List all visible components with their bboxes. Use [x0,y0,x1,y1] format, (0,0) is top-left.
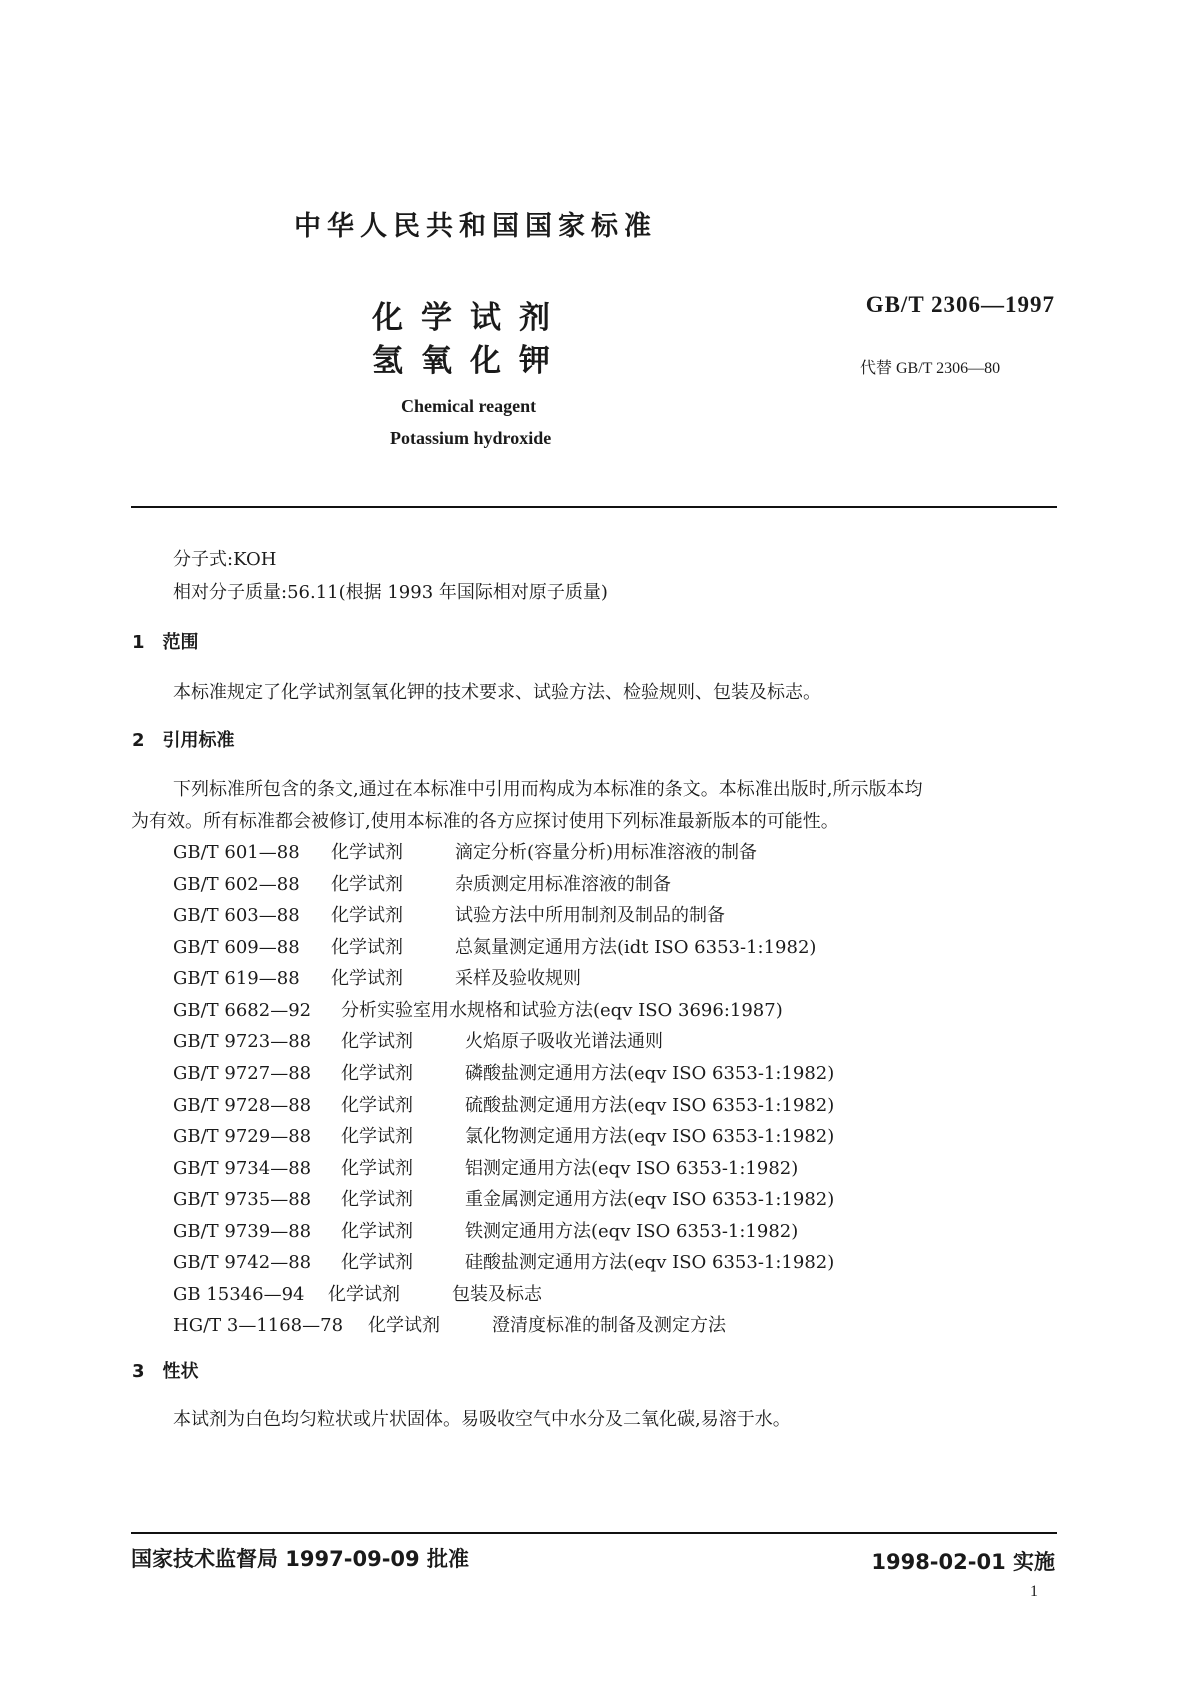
standard-number: GB/T 2306—1997 [865,292,1055,317]
reference-title: 总氮量测定通用方法(idt ISO 6353-1:1982) [455,937,817,958]
reference-code: GB/T 603—88 [173,905,300,926]
reference-code: GB/T 9734—88 [173,1158,312,1179]
header-divider [131,506,1057,508]
reference-category: 化学试剂 [341,1221,413,1242]
reference-item [173,964,581,990]
reference-item [173,838,757,864]
reference-category: 化学试剂 [341,1095,413,1116]
reference-item [173,1059,834,1085]
reference-item [173,1311,726,1337]
approval-date: 国家技术监督局 1997-09-09 批准 [131,1547,469,1571]
reference-title: 杂质测定用标准溶液的制备 [455,874,671,895]
reference-code: GB/T 9727—88 [173,1063,312,1084]
reference-code: GB/T 602—88 [173,874,300,895]
reference-code: GB 15346—94 [173,1284,305,1305]
reference-item [173,1122,834,1148]
reference-category: 分析实验室用水规格和试验方法(eqv ISO 3696:1987) [341,1000,783,1021]
reference-category: 化学试剂 [341,1126,413,1147]
section-2-text-line1: 下列标准所包含的条文,通过在本标准中引用而构成为本标准的条文。本标准出版时,所示版本均 [173,779,923,800]
section-3-heading: 3 性状 [132,1361,199,1382]
reference-category: 化学试剂 [341,1252,413,1273]
title-en-line2: Potassium hydroxide [390,428,552,448]
reference-title: 氯化物测定通用方法(eqv ISO 6353-1:1982) [465,1126,835,1147]
section-1-text: 本标准规定了化学试剂氢氧化钾的技术要求、试验方法、检验规则、包装及标志。 [173,682,821,703]
replaces-note: 代替 GB/T 2306—80 [860,360,1001,377]
reference-title: 试验方法中所用制剂及制品的制备 [455,905,725,926]
reference-category: 化学试剂 [331,874,403,895]
reference-item [173,1280,542,1306]
reference-title: 铁测定通用方法(eqv ISO 6353-1:1982) [465,1221,799,1242]
reference-category: 化学试剂 [331,842,403,863]
reference-item [173,1154,798,1180]
reference-title: 硫酸盐测定通用方法(eqv ISO 6353-1:1982) [465,1095,835,1116]
reference-title: 硅酸盐测定通用方法(eqv ISO 6353-1:1982) [465,1252,835,1273]
reference-code: GB/T 9728—88 [173,1095,312,1116]
reference-item [173,1027,663,1053]
reference-item [173,870,671,896]
reference-item [173,996,783,1022]
title-cn-line2: 氢氧化钾 [372,343,568,379]
national-standard-label: 中华人民共和国国家标准 [294,211,657,242]
reference-category: 化学试剂 [331,937,403,958]
reference-code: GB/T 619—88 [173,968,300,989]
reference-item [173,901,725,927]
reference-code: GB/T 601—88 [173,842,300,863]
reference-item [173,1091,834,1117]
reference-code: GB/T 9742—88 [173,1252,312,1273]
reference-category: 化学试剂 [328,1284,400,1305]
reference-code: GB/T 6682—92 [173,1000,312,1021]
section-2-text-line2: 为有效。所有标准都会被修订,使用本标准的各方应探讨使用下列标准最新版本的可能性。 [131,811,839,832]
reference-title: 包装及标志 [452,1284,542,1305]
reference-category: 化学试剂 [341,1189,413,1210]
reference-title: 滴定分析(容量分析)用标准溶液的制备 [455,842,758,863]
reference-title: 澄清度标准的制备及测定方法 [492,1315,726,1336]
title-cn-line1: 化学试剂 [372,300,568,336]
reference-title: 磷酸盐测定通用方法(eqv ISO 6353-1:1982) [465,1063,835,1084]
effective-date: 1998-02-01 实施 [871,1550,1055,1574]
reference-item [173,1217,798,1243]
reference-code: GB/T 9735—88 [173,1189,312,1210]
reference-category: 化学试剂 [331,968,403,989]
reference-category: 化学试剂 [331,905,403,926]
formula: 分子式:KOH [173,549,277,570]
reference-code: GB/T 609—88 [173,937,300,958]
reference-title: 采样及验收规则 [455,968,581,989]
reference-category: 化学试剂 [341,1158,413,1179]
reference-category: 化学试剂 [368,1315,440,1336]
section-2-heading: 2 引用标准 [132,730,235,751]
reference-title: 铝测定通用方法(eqv ISO 6353-1:1982) [465,1158,799,1179]
molecular-mass: 相对分子质量:56.11(根据 1993 年国际相对原子质量) [173,582,608,603]
section-3-text: 本试剂为白色均匀粒状或片状固体。易吸收空气中水分及二氧化碳,易溶于水。 [173,1409,791,1430]
reference-code: GB/T 9729—88 [173,1126,312,1147]
reference-title: 火焰原子吸收光谱法通则 [465,1031,663,1052]
reference-item [173,933,816,959]
reference-code: GB/T 9739—88 [173,1221,312,1242]
title-en-line1: Chemical reagent [401,396,537,416]
reference-title: 重金属测定通用方法(eqv ISO 6353-1:1982) [465,1189,835,1210]
reference-item [173,1185,834,1211]
section-1-heading: 1 范围 [132,632,199,653]
footer-divider [131,1532,1057,1534]
page-number: 1 [1030,1583,1038,1600]
reference-code: HG/T 3—1168—78 [173,1315,344,1336]
reference-code: GB/T 9723—88 [173,1031,312,1052]
reference-item [173,1248,834,1274]
reference-category: 化学试剂 [341,1063,413,1084]
reference-category: 化学试剂 [341,1031,413,1052]
